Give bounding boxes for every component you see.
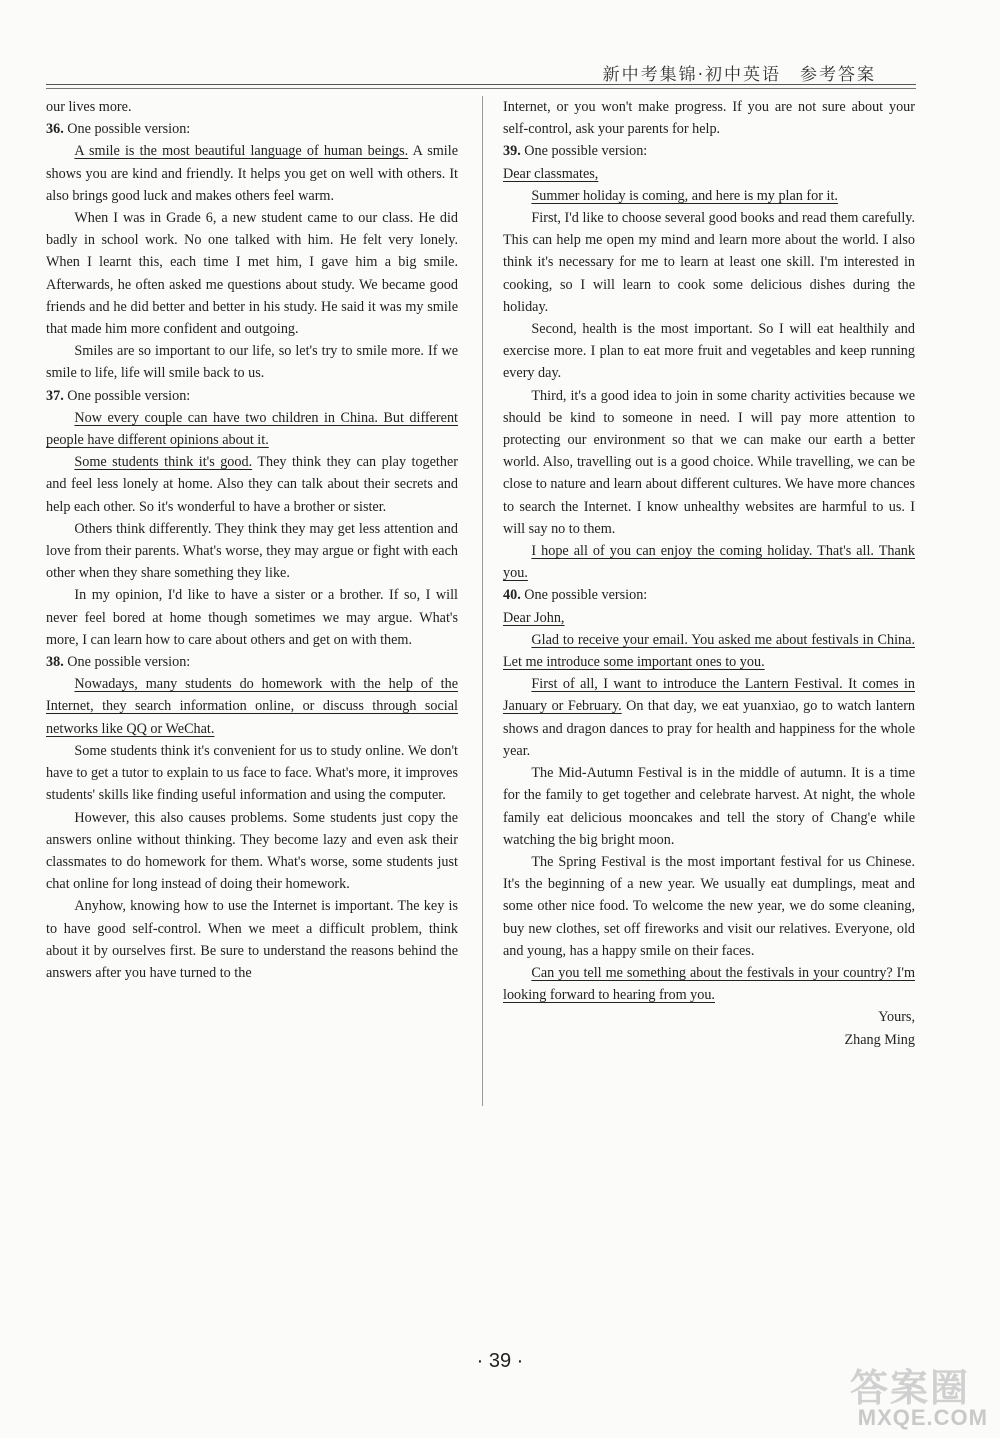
paragraph-text: Smiles are so important to our life, so let's try to smile more. If we smile to life, life will smile back to us. (46, 343, 458, 382)
question-label (46, 385, 458, 407)
signature-line (503, 1029, 915, 1051)
underlined-sentence: Summer holiday is coming, and here is my plan for it. (531, 187, 838, 204)
paragraph-text: First, I'd like to choose several good books and read them carefully. This can help me open my mind and learn more about the world. I also think it's necessary for me to learn at least one skill. I'm interested in cooking, so I will learn to cook some delicious dishes during the holiday. (503, 210, 915, 315)
paragraph-text: Some students think it's convenient for us to study online. We don't have to get a tutor to explain to us face to face. What's more, it improves students' skills like finding useful information and using the computer. (46, 742, 458, 804)
paragraph-text: Second, health is the most important. So I will eat healthily and exercise more. I plan to eat more fruit and vegetables and keep running every day. (503, 321, 915, 382)
underlined-sentence: A smile is the most beautiful language of human beings. (74, 143, 409, 160)
underlined-sentence: First of all, I want to introduce the Lantern Festival. It comes in January or February. (503, 676, 915, 715)
paragraph (46, 584, 458, 651)
header-rule-thin (46, 88, 916, 89)
header-title: 新中考集锦·初中英语 参考答案 (602, 65, 876, 85)
question-label (46, 651, 458, 673)
header-rule (46, 84, 916, 85)
paragraph (46, 407, 458, 451)
question-label (46, 118, 458, 140)
paragraph (503, 185, 915, 207)
watermark-logo: 答案圈 (849, 1366, 970, 1410)
right-column (503, 96, 915, 1051)
paragraph (503, 607, 915, 629)
paragraph (46, 207, 458, 340)
page-number: · 39 · (476, 1350, 524, 1372)
question-number: 38. (46, 654, 64, 671)
underlined-sentence: Now every couple can have two children in China. But different people have different opinions about it. (46, 409, 458, 449)
paragraph (503, 385, 915, 540)
paragraph-text: Yours, (878, 1009, 915, 1026)
paragraph (46, 340, 458, 384)
question-number: 40. (503, 587, 521, 604)
paragraph (503, 629, 915, 673)
paragraph-text: Others think differently. They think they may get less attention and love from their parents. What's worse, they may argue or fight with each other when they share something they like. (46, 520, 458, 582)
paragraph (503, 851, 915, 962)
paragraph (46, 140, 458, 207)
paragraph-text: The Mid-Autumn Festival is in the middle of autumn. It is a time for the family to get together and celebrate harvest. At night, the whole family eat delicious mooncakes and tell the story of Chang'e while watching the big bright moon. (503, 765, 915, 848)
paragraph (503, 540, 915, 584)
paragraph (503, 318, 915, 385)
paragraph-text: In my opinion, I'd like to have a sister or a brother. If so, I will never feel bored at home though sometimes we may argue. What's more, I can learn how to care about others and get on with them. (46, 587, 458, 648)
column-divider (482, 96, 483, 1106)
watermark (808, 1355, 988, 1435)
underlined-sentence: Nowadays, many students do homework with the help of the Internet, they search information online, or discuss through social networks like QQ or WeChat. (46, 676, 458, 737)
paragraph-text: When I was in Grade 6, a new student came to our class. He did badly in school work. No one talked with him. He felt very lonely. When I learnt this, each time I met him, I gave him a big smile. Afterwards, he often asked me questions about study. We became good friends and he did better and better in his study. He said it was my smile that made him more confident and outgoing. (46, 210, 458, 338)
paragraph (503, 762, 915, 851)
paragraph-text: The Spring Festival is the most important festival for us Chinese. It's the beginning of a new year. We usually eat dumplings, meat and some other nice food. To welcome the new year, we do some cleaning, buy new clothes, set off fireworks and visit our relatives. Everyone, old and young, has a happy smile on their faces. (503, 853, 915, 959)
signature-line (503, 1006, 915, 1028)
underlined-sentence: Dear John, (503, 609, 565, 626)
left-column (46, 96, 458, 984)
question-number: 37. (46, 387, 64, 404)
question-label-text: One possible version: (520, 587, 648, 604)
paragraph-text: Internet, or you won't make progress. If you are not sure about your self-control, ask your parents for help. (503, 99, 915, 138)
underlined-sentence: Glad to receive your email. You asked me about festivals in China. Let me introduce some important ones to you. (503, 631, 915, 671)
paragraph-text: Third, it's a good idea to join in some charity activities because we should be kind to someone in need. I will pay more attention to protecting our environment so that we can make our earth a better world. Also, travelling out is a good choice. While travelling, we can be close to nature and learn about different cultures. We have more chances to search the Internet. I know unhealthy websites are harmful to us. I will say no to them. (503, 387, 915, 537)
paragraph-text: On that day, we eat yuanxiao, go to watch lantern shows and dragon dances to pray for health and happiness for the whole year. (503, 698, 916, 759)
paragraph (503, 962, 915, 1006)
underlined-sentence: Dear classmates, (503, 165, 599, 182)
underlined-sentence: I hope all of you can enjoy the coming holiday. That's all. Thank you. (503, 543, 915, 582)
paragraph (46, 451, 458, 518)
paragraph-text: They think they can play together and feel less lonely at home. Also they can talk about their secrets and help each other. So it's wonderful to have a brother or sister. (46, 454, 458, 515)
paragraph (503, 673, 915, 762)
question-number: 39. (503, 143, 521, 160)
question-label-text: One possible version: (63, 121, 191, 138)
page-header (46, 58, 916, 86)
question-number: 36. (46, 121, 64, 138)
paragraph-text: Zhang Ming (844, 1031, 915, 1048)
paragraph (46, 807, 458, 896)
paragraph (46, 518, 458, 585)
paragraph-text: our lives more. (46, 99, 132, 115)
paragraph (503, 163, 915, 185)
paragraph (503, 96, 915, 140)
question-label (503, 140, 915, 162)
paragraph-text: A smile shows you are kind and friendly. It helps you get on well with others. It also brings good luck and makes others feel warm. (46, 143, 458, 204)
paragraph-text: Anyhow, knowing how to use the Internet is important. The key is to have good self-control. When we meet a difficult problem, think about it by ourselves first. Be sure to understand the reasons behind the answers after you have turned to the (46, 898, 458, 981)
underlined-sentence: Can you tell me something about the festivals in your country? I'm looking forward to hearing from you. (503, 964, 915, 1004)
watermark-site: MXQE.COM (857, 1405, 988, 1430)
paragraph-text: However, this also causes problems. Some students just copy the answers online without thinking. They become lazy and even ask their classmates to do homework for them. What's worse, some students just chat online for long instead of doing their homework. (46, 809, 458, 893)
paragraph (46, 740, 458, 807)
underlined-sentence: Some students think it's good. (74, 454, 253, 471)
question-label-text: One possible version: (63, 387, 191, 404)
paragraph (46, 96, 458, 118)
paragraph (46, 673, 458, 740)
question-label-text: One possible version: (63, 654, 191, 671)
question-label-text: One possible version: (520, 143, 648, 160)
question-label (503, 584, 915, 606)
paragraph (503, 207, 915, 318)
paragraph (46, 895, 458, 984)
